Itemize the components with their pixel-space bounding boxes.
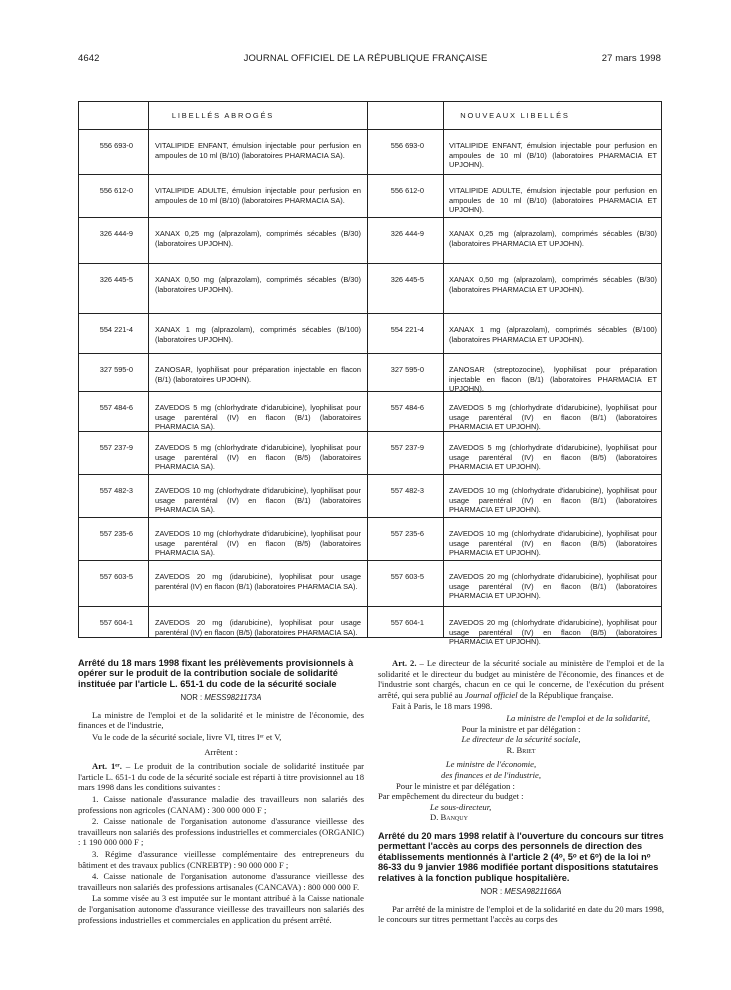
signatory-role: La ministre de l'emploi et de la solidarité, bbox=[506, 712, 650, 723]
table-row bbox=[79, 353, 661, 391]
nor-label: NOR : bbox=[180, 693, 203, 703]
old-label: XANAX 0,50 mg (alprazolam), comprimés sécables (B/30) (laboratoires UPJOHN). bbox=[155, 275, 361, 294]
journal-title: JOURNAL OFFICIEL DE LA RÉPUBLIQUE FRANÇAISE bbox=[243, 53, 488, 64]
list-item: 3. Régime d'assurance vieillesse complémentaire des entrepreneurs du bâtiment et des travaux publics (CNREBTP) : 90 000 000 F ; bbox=[78, 848, 364, 870]
new-label: ZAVEDOS 10 mg (chlorhydrate d'idarubicine), lyophilisat pour usage parentéral (IV) en flacon (B/1) (laboratoires PHARMACIA ET UPJOHN). bbox=[449, 486, 657, 514]
paragraph: Vu le code de la sécurité sociale, livre VI, titres Iᵉʳ et V, bbox=[92, 732, 282, 742]
old-code: 557 235-6 bbox=[99, 529, 133, 538]
article-label: Art. 1ᵉʳ. bbox=[92, 761, 122, 772]
old-label: ZAVEDOS 20 mg (idarubicine), lyophilisat pour usage parentéral (IV) en flacon (B/5) (laboratoires PHARMACIA SA). bbox=[155, 618, 361, 637]
table-row bbox=[79, 474, 661, 517]
article-label: Art. 2. bbox=[392, 658, 417, 668]
article-2: Art. 2. – Le directeur de la sécurité sociale au ministère de l'emploi et de la solidarité et le directeur du budget au ministère de l'économie, des finances et de l'industrie sont chargés, chacun en ce qui le concerne, de l'exécution du présent arrêté, qui sera publié au Journal officiel de la République française. bbox=[378, 658, 665, 700]
new-code: 327 595-0 bbox=[390, 365, 424, 374]
journal-ref: Journal officiel bbox=[464, 689, 518, 700]
table-row bbox=[79, 129, 661, 174]
nor-code: MESS9821173A bbox=[204, 693, 262, 703]
new-label: ZANOSAR (streptozocine), lyophilisat pour préparation injectable en flacon (B/1) (laboratoires PHARMACIA ET UPJOHN). bbox=[449, 365, 657, 393]
column-header-new: NOUVEAUX LIBELLÉS bbox=[460, 111, 570, 120]
decree-title-1: Arrêté du 18 mars 1998 fixant les prélèvements provisionnels à opérer sur le produit de la contribution sociale de solidarité instituée par l'article L. 651-1 du code de la sécurité sociale bbox=[78, 658, 354, 689]
old-code: 557 603-5 bbox=[99, 572, 133, 581]
table-row bbox=[79, 391, 661, 431]
old-code: 557 604-1 bbox=[99, 618, 133, 627]
new-code: 326 444-9 bbox=[390, 229, 424, 238]
table-row bbox=[79, 313, 661, 353]
list-item: 1. Caisse nationale d'assurance maladie des travailleurs non salariés des professions non agricoles (CANAM) : 300 000 000 F ; bbox=[78, 793, 364, 815]
left-column bbox=[78, 658, 364, 926]
old-label: XANAX 1 mg (alprazolam), comprimés sécables (B/100) (laboratoires UPJOHN). bbox=[155, 325, 361, 344]
old-label: ZAVEDOS 5 mg (chlorhydrate d'idarubicine), lyophilisat pour usage parentéral (IV) en flacon (B/5) (laboratoires PHARMACIA SA). bbox=[155, 443, 361, 471]
old-label: ZAVEDOS 10 mg (chlorhydrate d'idarubicine), lyophilisat pour usage parentéral (IV) en flacon (B/5) (laboratoires PHARMACIA SA). bbox=[155, 529, 361, 557]
new-code: 557 604-1 bbox=[390, 618, 424, 627]
paragraph: La somme visée au 3 est imputée sur le montant attribué à la Caisse nationale de l'organisation autonome d'assurance vieillesse des travailleurs non salariés des professions industrielles et commerciales en application du présent arrêté. bbox=[78, 893, 364, 925]
new-label: ZAVEDOS 10 mg (chlorhydrate d'idarubicine), lyophilisat pour usage parentéral (IV) en flacon (B/5) (laboratoires PHARMACIA ET UPJOHN). bbox=[449, 529, 657, 557]
decree-title-2: Arrêté du 20 mars 1998 relatif à l'ouverture du concours sur titres permettant l'accès au corps des personnels de direction des établissements mentionnés à l'article 2 (4ᵒ, 5ᵒ et 6ᵒ) de la loi nᵒ 86-33 du 9 janvier 1986 modifiée portant dispositions statutaires relatives à la fonction publique hospitalière. bbox=[378, 830, 664, 883]
article-text: – Le produit de la contribution sociale de solidarité instituée par l'article L. 651-1 du code de la sécurité sociale est réparti à titre provisionnel au 18 mars 1998 dans les conditions suivantes : bbox=[78, 761, 364, 793]
signatory-title: Le sous-directeur, bbox=[430, 801, 492, 812]
list-item: 2. Caisse nationale de l'organisation autonome d'assurance vieillesse des travailleurs non salariés des professions industrielles et commerciales (ORGANIC) : 1 190 000 000 F ; bbox=[78, 816, 364, 848]
column-header-old: LIBELLÉS ABROGÉS bbox=[171, 111, 275, 120]
new-code: 554 221-4 bbox=[390, 325, 424, 334]
old-code: 554 221-4 bbox=[99, 325, 133, 334]
new-code: 556 693-0 bbox=[390, 141, 424, 150]
signatory-title: Le directeur de la sécurité sociale, bbox=[461, 734, 581, 745]
new-label: ZAVEDOS 20 mg (chlorhydrate d'idarubicine), lyophilisat pour usage parentéral (IV) en flacon (B/5) (laboratoires PHARMACIA ET UPJOHN). bbox=[449, 618, 657, 646]
new-code: 326 445-5 bbox=[390, 275, 424, 284]
signatory-role: Le ministre de l'économie, bbox=[445, 759, 537, 770]
old-label: ZAVEDOS 10 mg (chlorhydrate d'idarubicine), lyophilisat pour usage parentéral (IV) en flacon (B/1) (laboratoires PHARMACIA SA). bbox=[155, 486, 361, 514]
table-row bbox=[79, 517, 661, 560]
table-row bbox=[79, 560, 661, 606]
table-row bbox=[79, 174, 661, 217]
new-label: VITALIPIDE ENFANT, émulsion injectable pour perfusion en ampoules de 10 ml (B/10) (laboratoires PHARMACIA ET UPJOHN). bbox=[449, 141, 657, 169]
new-code: 557 237-9 bbox=[390, 443, 424, 452]
signatory-role: des finances et de l'industrie, bbox=[441, 769, 541, 780]
table-row bbox=[79, 217, 661, 263]
old-code: 326 445-5 bbox=[99, 275, 133, 284]
new-code: 557 603-5 bbox=[390, 572, 424, 581]
paragraph: La ministre de l'emploi et de la solidarité et le ministre de l'économie, des finances et de l'industrie, bbox=[78, 709, 364, 731]
old-label: XANAX 0,25 mg (alprazolam), comprimés sécables (B/30) (laboratoires UPJOHN). bbox=[155, 229, 361, 248]
new-code: 556 612-0 bbox=[390, 186, 424, 195]
new-label: VITALIPIDE ADULTE, émulsion injectable pour perfusion en ampoules de 10 ml (B/10) (laboratoires PHARMACIA ET UPJOHN). bbox=[449, 186, 657, 214]
right-column bbox=[378, 658, 664, 926]
article-1 bbox=[78, 761, 364, 793]
paragraph: Par arrêté de la ministre de l'emploi et de la solidarité en date du 20 mars 1998, le concours sur titres permettant l'accès au corps des bbox=[378, 903, 664, 925]
new-code: 557 235-6 bbox=[390, 529, 424, 538]
new-label: ZAVEDOS 5 mg (chlorhydrate d'idarubicine), lyophilisat pour usage parentéral (IV) en flacon (B/5) (laboratoires PHARMACIA ET UPJOHN). bbox=[449, 443, 657, 471]
old-code: 557 484-6 bbox=[99, 403, 133, 412]
table-row bbox=[79, 431, 661, 474]
old-code: 326 444-9 bbox=[99, 229, 133, 238]
old-code: 556 693-0 bbox=[99, 141, 133, 150]
old-label: ZAVEDOS 20 mg (idarubicine), lyophilisat pour usage parentéral (IV) en flacon (B/1) (laboratoires PHARMACIA SA). bbox=[155, 572, 361, 591]
signatory-name: R. Briet bbox=[506, 744, 536, 755]
new-label: ZAVEDOS 5 mg (chlorhydrate d'idarubicine), lyophilisat pour usage parentéral (IV) en flacon (B/1) (laboratoires PHARMACIA ET UPJOHN). bbox=[449, 403, 657, 431]
impediment: Par empêchement du directeur du budget : bbox=[378, 791, 524, 802]
new-code: 557 484-6 bbox=[390, 403, 424, 412]
table-row bbox=[79, 263, 661, 313]
new-label: XANAX 0,50 mg (alprazolam), comprimés sécables (B/30) (laboratoires PHARMACIA ET UPJOHN). bbox=[449, 275, 657, 294]
old-label: ZAVEDOS 5 mg (chlorhydrate d'idarubicine), lyophilisat pour usage parentéral (IV) en flacon (B/1) (laboratoires PHARMACIA SA). bbox=[155, 403, 361, 431]
place-date: Fait à Paris, le 18 mars 1998. bbox=[392, 701, 493, 712]
new-label: XANAX 0,25 mg (alprazolam), comprimés sécables (B/30) (laboratoires PHARMACIA ET UPJOHN). bbox=[449, 229, 657, 248]
old-label: VITALIPIDE ENFANT, émulsion injectable pour perfusion en ampoules de 10 ml (B/10) (laboratoires PHARMACIA SA). bbox=[155, 141, 361, 160]
issue-date: 27 mars 1998 bbox=[601, 53, 661, 64]
old-label: VITALIPIDE ADULTE, émulsion injectable pour perfusion en ampoules de 10 ml (B/10) (laboratoires PHARMACIA SA). bbox=[155, 186, 361, 205]
nor-reference-2 bbox=[378, 887, 664, 898]
medicine-label-table bbox=[78, 101, 662, 646]
nor-reference-1 bbox=[78, 693, 364, 704]
table-row bbox=[79, 606, 661, 653]
new-label: XANAX 1 mg (alprazolam), comprimés sécables (B/100) (laboratoires PHARMACIA ET UPJOHN). bbox=[449, 325, 657, 344]
arretent-heading: Arrêtent : bbox=[204, 746, 238, 757]
old-code: 557 482-3 bbox=[99, 486, 133, 495]
new-label: ZAVEDOS 20 mg (chlorhydrate d'idarubicine), lyophilisat pour usage parentéral (IV) en flacon (B/1) (laboratoires PHARMACIA ET UPJOHN). bbox=[449, 572, 657, 600]
old-code: 327 595-0 bbox=[99, 365, 133, 374]
old-label: ZANOSAR, lyophilisat pour préparation injectable en flacon (B/1) (laboratoires UPJOHN). bbox=[155, 365, 361, 384]
nor-code: MESA9821166A bbox=[504, 886, 562, 896]
nor-label: NOR : bbox=[480, 886, 503, 896]
signatory-name: D. Banquy bbox=[430, 812, 468, 823]
list-item: 4. Caisse nationale de l'organisation autonome d'assurance vieillesse des travailleurs non salariés des professions artisanales (CANCAVA) : 800 000 000 F. bbox=[78, 871, 364, 892]
delegation: Pour le ministre et par délégation : bbox=[396, 780, 515, 791]
old-code: 557 237-9 bbox=[99, 443, 133, 452]
page-number: 4642 bbox=[78, 53, 100, 64]
new-code: 557 482-3 bbox=[390, 486, 424, 495]
old-code: 556 612-0 bbox=[99, 186, 133, 195]
delegation: Pour la ministre et par délégation : bbox=[461, 723, 581, 734]
